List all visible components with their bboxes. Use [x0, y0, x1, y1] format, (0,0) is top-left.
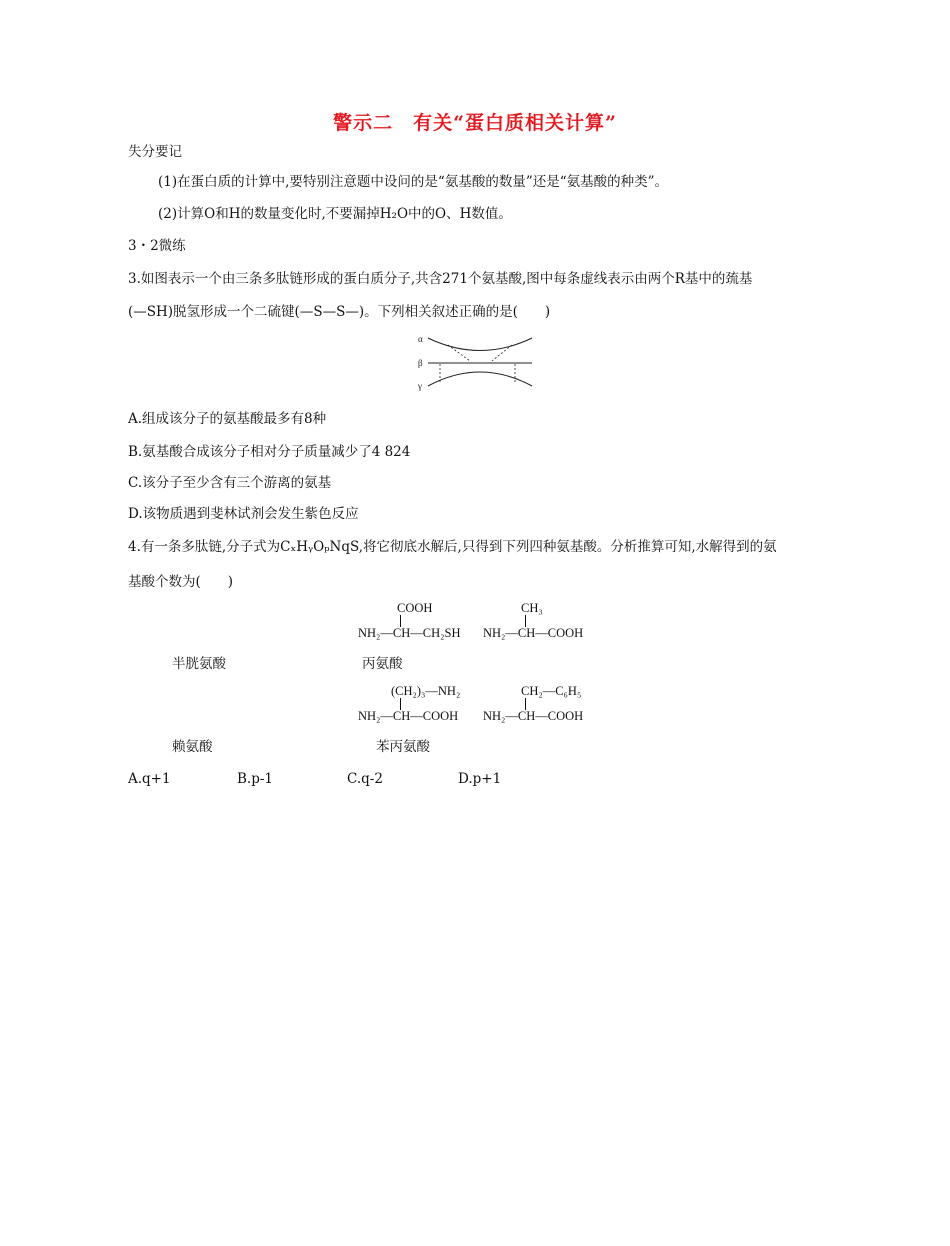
beta-label: β [418, 358, 423, 368]
gamma-label: γ [418, 381, 422, 391]
q4-option-b: B.p-1 [237, 771, 274, 787]
alpha-chain [428, 338, 532, 351]
note-1: (1)在蛋白质的计算中,要特别注意题中设问的是“氨基酸的数量”还是“氨基酸的种类”。 [158, 174, 669, 190]
q3-stem-line2: (—SH)脱氢形成一个二硫键(—S—S—)。下列相关叙述正确的是( ) [128, 304, 551, 320]
section-heading: 失分要记 [128, 144, 182, 160]
q3-option-d: D.该物质遇到斐林试剂会发生紫色反应 [128, 506, 359, 522]
amino-acid-name-lysine: 赖氨酸 [172, 739, 213, 755]
amino-acid-name-phenylalanine: 苯丙氨酸 [376, 739, 430, 755]
note-2: (2)计算O和H的数量变化时,不要漏掉H₂O中的O、H数值。 [158, 206, 512, 222]
page-title: 警示二 有关“蛋白质相关计算” [333, 112, 617, 134]
alanine-backbone: NH₂—CH—COOH [483, 626, 584, 640]
q4-stem-line2: 基酸个数为( ) [128, 574, 234, 590]
q4-stem-line1: 4.有一条多肽链,分子式为CₓHᵧOₚNqS,将它彻底水解后,只得到下列四种氨基酸。分析推算可知,水解得到的氨 [128, 539, 777, 555]
q3-option-b: B.氨基酸合成该分子相对分子质量减少了4 824 [128, 444, 411, 460]
q4-option-a: A.q+1 [128, 771, 171, 787]
cysteine-backbone: NH₂—CH—CH₂SH [358, 626, 461, 640]
disulfide-bond [448, 345, 470, 361]
disulfide-bond [492, 345, 512, 361]
q4-option-d: D.p+1 [458, 771, 502, 787]
phenylalanine-backbone: NH₂—CH—COOH [483, 709, 584, 723]
q3-option-c: C.该分子至少含有三个游离的氨基 [128, 475, 332, 491]
q4-option-c: C.q-2 [347, 771, 383, 787]
lysine-backbone: NH₂—CH—COOH [358, 709, 459, 723]
q3-option-a: A.组成该分子的氨基酸最多有8种 [128, 411, 327, 427]
cysteine-side-group: COOH [397, 601, 433, 615]
alpha-label: α [418, 334, 423, 344]
q3-stem-line1: 3.如图表示一个由三条多肽链形成的蛋白质分子,共含271个氨基酸,图中每条虚线表示由两个R基中的巯基 [128, 271, 753, 287]
lysine-side-group: (CH₂)₃—NH₂ [391, 684, 461, 698]
protein-chain-figure [410, 333, 540, 395]
gamma-chain [428, 372, 532, 386]
phenylalanine-side-group: CH₂—C₆H₅ [521, 684, 582, 698]
amino-acid-name-cysteine: 半胱氨酸 [172, 656, 226, 672]
practice-heading: 3・2微练 [128, 238, 186, 254]
amino-acid-name-alanine: 丙氨酸 [362, 656, 403, 672]
alanine-side-group: CH₃ [521, 601, 543, 615]
